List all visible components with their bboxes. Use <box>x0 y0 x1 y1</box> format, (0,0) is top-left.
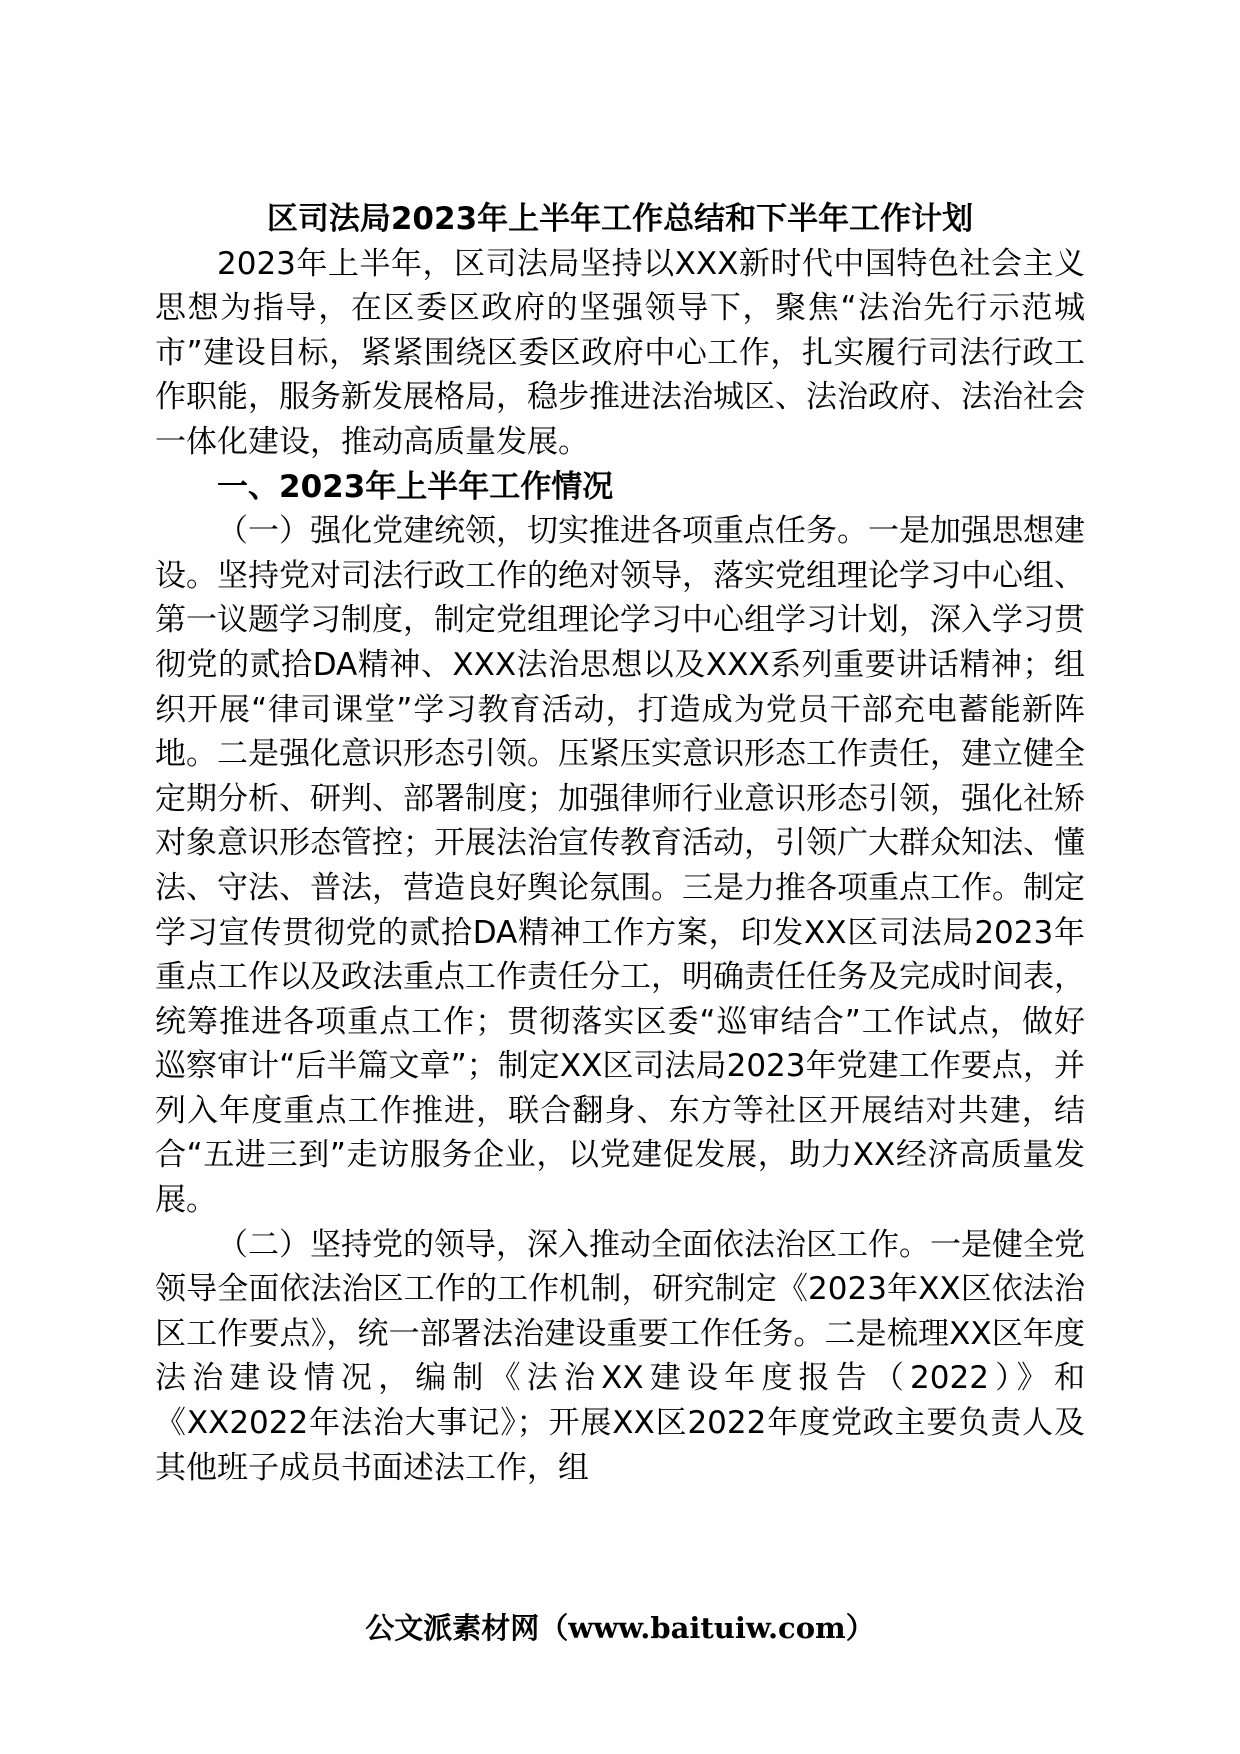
document-title: 区司法局2023年上半年工作总结和下半年工作计划 <box>266 201 974 237</box>
section-heading: 一、2023年上半年工作情况 <box>217 468 614 505</box>
body-paragraph-2: （二）坚持党的领导，深入推动全面依法治区工作。一是健全党领导全面依法治区工作的工作机制，研究制定《2023年XX区依法治区工作要点》，统一部署法治建设重要工作任务。二是梳理XX区年度法治建设情况，编制《法治XX建设年度报告（2022）》和《XX2022年法治大事记》；开展XX区2022年度党政主要负责人及其他班子成员书面述法工作，组 <box>155 1226 1085 1486</box>
footer-watermark: 公文派素材网（www.baituiw.com） <box>365 1611 875 1645</box>
body-paragraph-1: （一）强化党建统领，切实推进各项重点任务。一是加强思想建设。坚持党对司法行政工作的绝对领导，落实党组理论学习中心组、第一议题学习制度，制定党组理论学习中心组学习计划，深入学习贯彻党的贰拾DA精神、XXX法治思想以及XXX系列重要讲话精神；组织开展“律司课堂”学习教育活动，打造成为党员干部充电蓄能新阵地。二是强化意识形态引领。压紧压实意识形态工作责任，建立健全定期分析、研判、部署制度；加强律师行业意识形态引领，强化社矫对象意识形态管控；开展法治宣传教育活动，引领广大群众知法、懂法、守法、普法，营造良好舆论氛围。三是力推各项重点工作。制定学习宣传贯彻党的贰拾DA精神工作方案，印发XX区司法局2023年重点工作以及政法重点工作责任分工，明确责任任务及完成时间表，统筹推进各项重点工作；贯彻落实区委“巡审结合”工作试点，做好巡察审计“后半篇文章”；制定XX区司法局2023年党建工作要点，并列入年度重点工作推进，联合翻身、东方等社区开展结对共建，结合“五进三到”走访服务企业，以党建促发展，助力XX经济高质量发展。 <box>155 513 1085 1219</box>
intro-paragraph: 2023年上半年，区司法局坚持以XXX新时代中国特色社会主义思想为指导，在区委区政府的坚强领导下，聚焦“法治先行示范城市”建设目标，紧紧围绕区委区政府中心工作，扎实履行司法行政工作职能，服务新发展格局，稳步推进法治城区、法治政府、法治社会一体化建设，推动高质量发展。 <box>155 245 1085 460</box>
document-body <box>155 197 1085 1490</box>
